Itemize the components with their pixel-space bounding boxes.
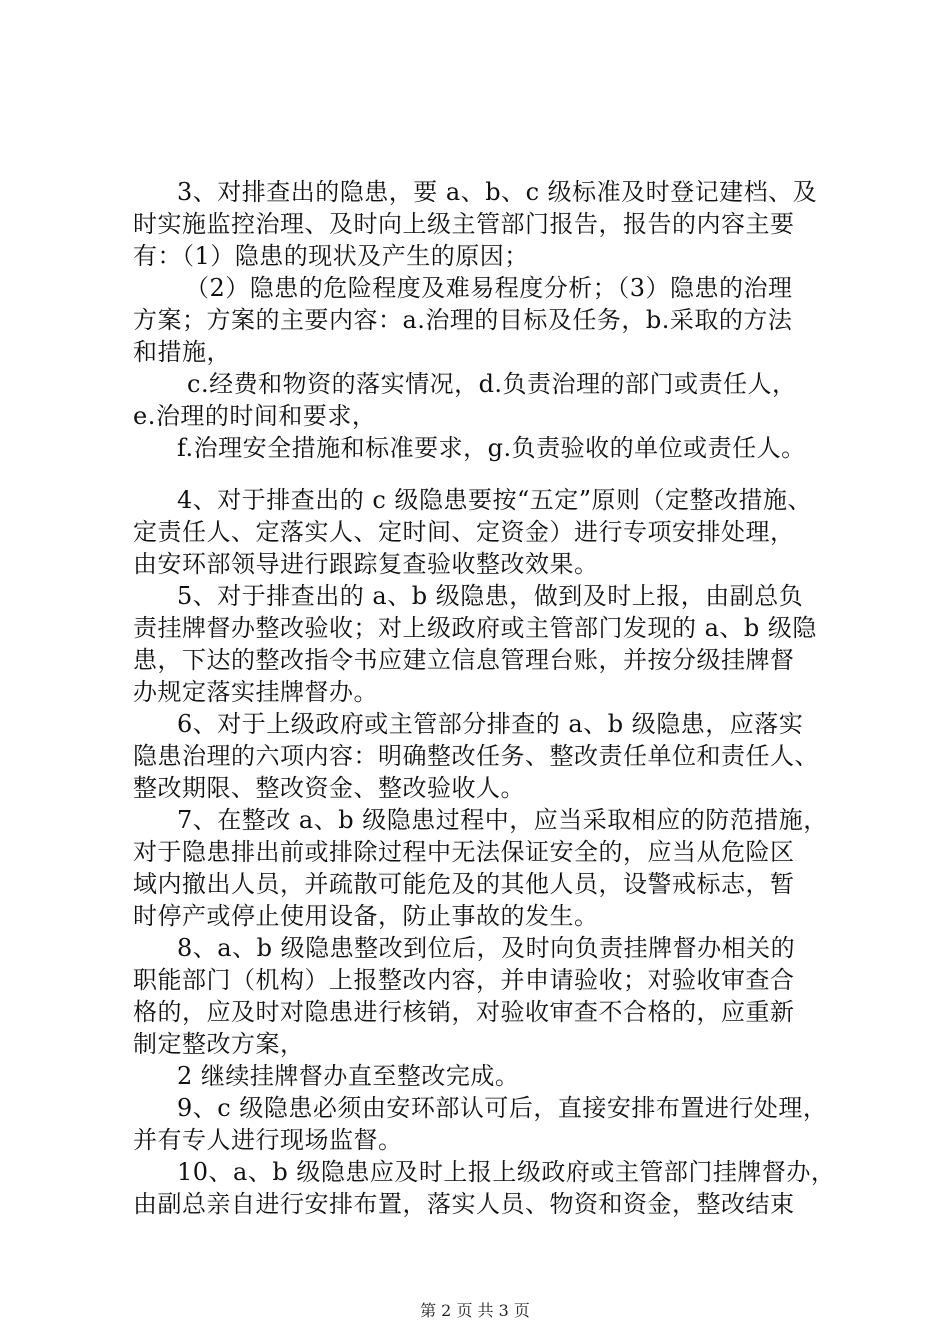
text-line: 和措施， <box>133 338 231 366</box>
text-line: 2 继续挂牌督办直至整改完成。 <box>177 1062 520 1090</box>
text-line: 方案；方案的主要内容：a.治理的目标及任务，b.采取的方法 <box>133 306 793 334</box>
text-line: c.经费和物资的落实情况，d.负责治理的部门或责任人， <box>187 370 797 398</box>
text-line: 对于隐患排出前或排除过程中无法保证安全的，应当从危险区 <box>133 838 795 866</box>
text-line: 隐患治理的六项内容：明确整改任务、整改责任单位和责任人、 <box>133 742 819 770</box>
text-line: 整改期限、整改资金、整改验收人。 <box>133 774 525 802</box>
text-line: 8、a、b 级隐患整改到位后，及时向负责挂牌督办相关的 <box>177 934 796 962</box>
text-line: 制定整改方案， <box>133 1030 305 1058</box>
text-line: f.治理安全措施和标准要求，g.负责验收的单位或责任人。 <box>177 434 806 462</box>
text-line: 5、对于排查出的 a、b 级隐患，做到及时上报，由副总负 <box>177 582 804 610</box>
text-line: e.治理的时间和要求， <box>133 402 377 430</box>
text-line: 由副总亲自进行安排布置，落实人员、物资和资金，整改结束 <box>133 1190 795 1218</box>
text-line: 职能部门（机构）上报整改内容，并申请验收；对验收审查合 <box>133 966 795 994</box>
text-line: 9、c 级隐患必须由安环部认可后，直接安排布置进行处理， <box>177 1094 828 1122</box>
text-line: 时停产或停止使用设备，防止事故的发生。 <box>133 902 599 930</box>
page-footer <box>0 1298 950 1321</box>
text-line: （2）隐患的危险程度及难易程度分析；（3）隐患的治理 <box>185 274 793 302</box>
text-line: 4、对于排查出的 c 级隐患要按“五定”原则（定整改措施、 <box>177 486 813 514</box>
page-number-label: 第 2 页 共 3 页 <box>420 1301 530 1320</box>
text-line: 6、对于上级政府或主管部分排查的 a、b 级隐患，应落实 <box>177 710 804 738</box>
text-line: 定责任人、定落实人、定时间、定资金）进行专项安排处理， <box>133 518 795 546</box>
text-line: 办规定落实挂牌督办。 <box>133 678 378 706</box>
text-line: 7、在整改 a、b 级隐患过程中，应当采取相应的防范措施， <box>177 806 828 834</box>
text-line: 由安环部领导进行跟踪复查验收整改效果。 <box>133 550 599 578</box>
text-line: 并有专人进行现场监督。 <box>133 1126 403 1154</box>
text-line: 10、a、b 级隐患应及时上报上级政府或主管部门挂牌督办， <box>177 1158 836 1186</box>
text-line: 责挂牌督办整改验收；对上级政府或主管部门发现的 a、b 级隐 <box>133 614 817 642</box>
text-line: 患，下达的整改指令书应建立信息管理台账，并按分级挂牌督 <box>133 646 795 674</box>
text-line: 格的，应及时对隐患进行核销，对验收审查不合格的，应重新 <box>133 998 795 1026</box>
text-line: 3、对排查出的隐患，要 a、b、c 级标准及时登记建档、及 <box>177 178 818 206</box>
text-line: 域内撤出人员，并疏散可能危及的其他人员，设警戒标志，暂 <box>133 870 795 898</box>
text-line: 有：（1）隐患的现状及产生的原因； <box>133 242 529 270</box>
text-line: 时实施监控治理、及时向上级主管部门报告，报告的内容主要 <box>133 210 795 238</box>
